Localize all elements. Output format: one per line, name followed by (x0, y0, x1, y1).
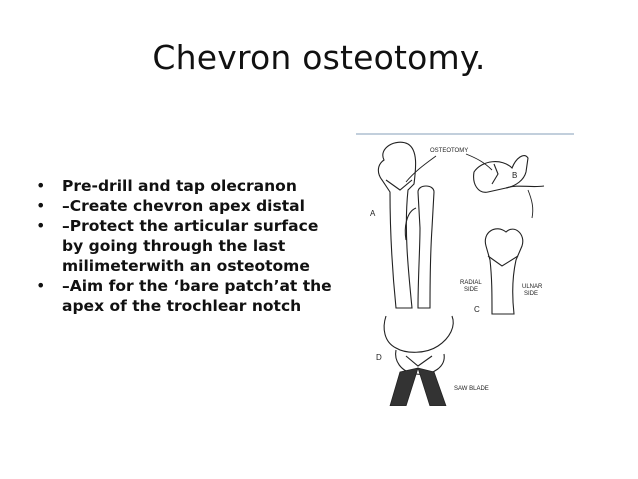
bullet-marker: • (36, 276, 46, 295)
bullet-text: –Aim for the ‘bare patch’at the apex of the trochlear notch (62, 277, 332, 315)
radial-side-label-line2: SIDE (464, 287, 479, 293)
bullet-marker: • (36, 196, 46, 215)
panel-c-bones (485, 229, 522, 314)
elbow-diagram-svg (356, 128, 574, 406)
slide-title: Chevron osteotomy. (152, 38, 486, 77)
bullet-item (36, 216, 336, 276)
panel-a-bones (378, 142, 434, 308)
panel-d-bones (384, 316, 453, 374)
osteotomy-label: OSTEOTOMY (430, 148, 469, 154)
radial-side-label-line1: RADIAL (460, 280, 482, 286)
panel-a-label: A (370, 209, 376, 218)
bullet-item (36, 276, 336, 316)
ulnar-side-label-line2: SIDE (524, 291, 539, 297)
osteotomy-illustration (356, 128, 574, 406)
panel-c-label: C (474, 305, 480, 314)
bullet-text: Pre-drill and tap olecranon (62, 177, 297, 195)
bullet-item (36, 196, 336, 216)
ulnar-side-label-line1: ULNAR (522, 284, 543, 290)
saw-blade-label: SAW BLADE (454, 386, 489, 392)
panel-b-bones (474, 156, 544, 193)
panel-b-label: B (512, 171, 518, 180)
bullet-list (36, 176, 336, 316)
bullet-item (36, 176, 336, 196)
panel-d-label: D (376, 353, 382, 362)
bullet-text: –Create chevron apex distal (62, 197, 305, 215)
bullet-text: –Protect the articular surface by going through the last milimeterwith an osteotome (62, 217, 319, 275)
bullet-marker: • (36, 176, 46, 195)
bullet-marker: • (36, 216, 46, 235)
